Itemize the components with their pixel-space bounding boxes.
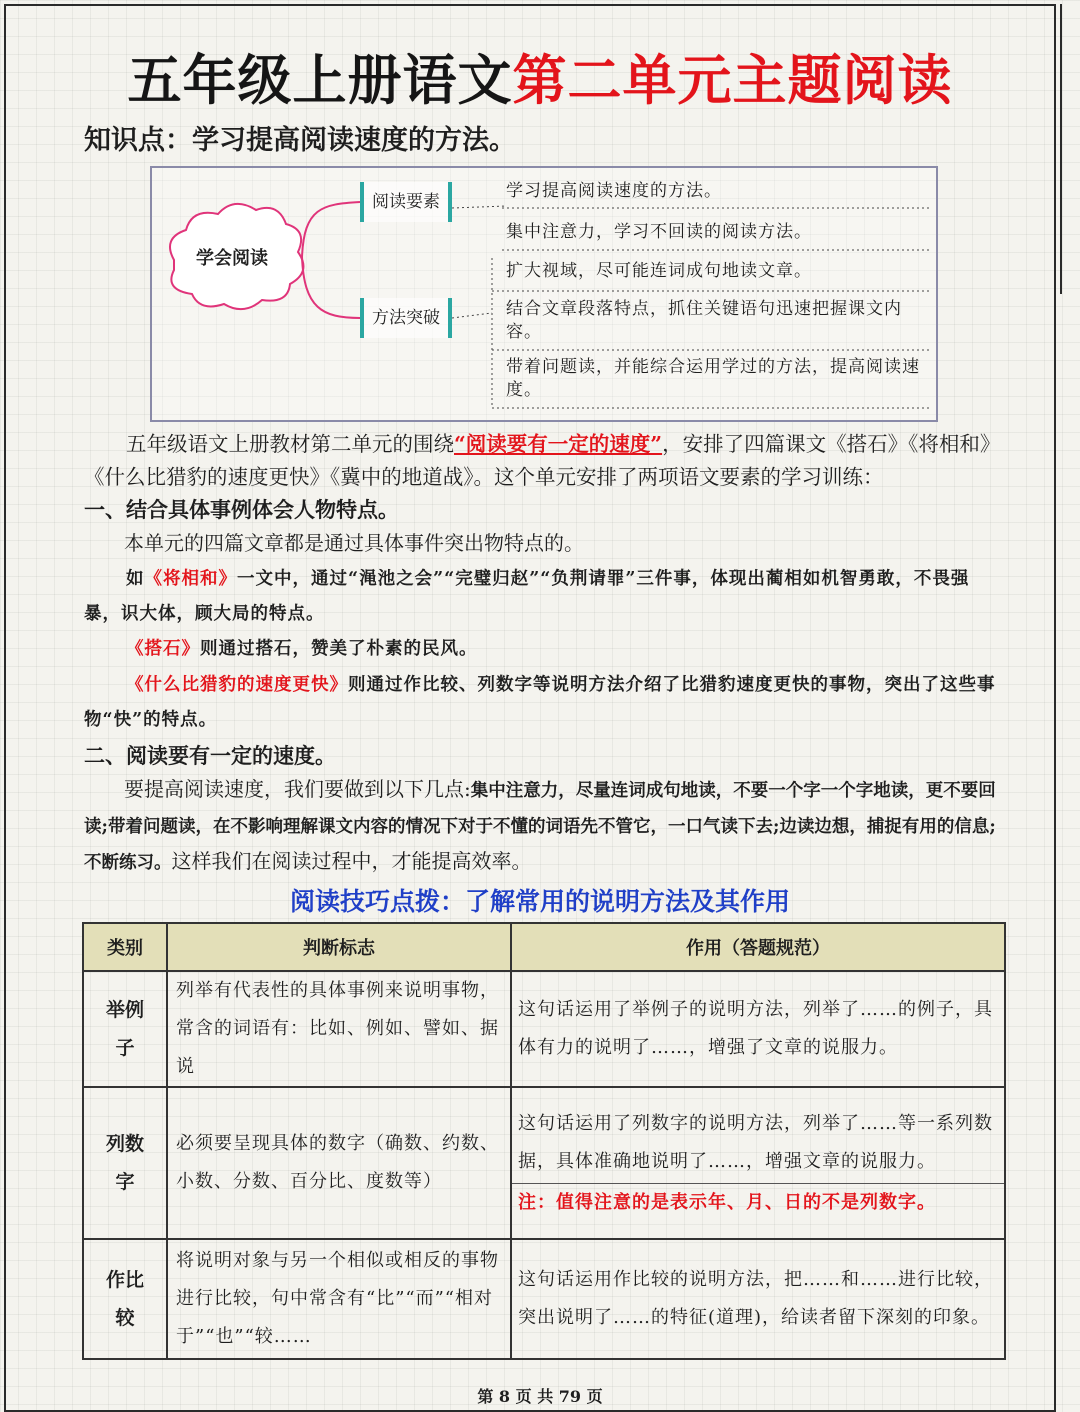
row-effect-text: 这句话运用作比较的说明方法，把……和……进行比较，突出说明了……的特征(道理)，给读者留下深刻的印象。: [518, 1269, 993, 1328]
row-effect-text: 这句话运用了列数字的说明方法，列举了……等一系列数据，具体准确地说明了……，增强文章的说服力。: [518, 1112, 993, 1172]
p3-rest: 则通过作比较、列数字等说明方法介绍了比猎豹速度更快的事物，突出了这些事物“快”的特点。: [84, 675, 996, 730]
table-row: [83, 971, 1005, 1087]
p1-title: 《将相和》: [144, 569, 237, 589]
table-header-row: [83, 923, 1005, 971]
header-criteria: 判断标志: [167, 923, 511, 971]
branch-reading-elements: 阅读要素: [360, 182, 452, 222]
leaf-item: 结合文章段落特点，抓住关键语句迅速把握课文内容。: [506, 299, 902, 342]
row-effect-text: 这句话运用了举例子的说明方法，列举了……的例子，具体有力的说明了……，增强了文章的说服力。: [518, 999, 993, 1058]
table-row: [83, 1239, 1005, 1359]
row-effect: [511, 971, 1005, 1087]
section-1-paragraph-2: [84, 632, 1004, 667]
mind-map-center: 学会阅读: [196, 248, 268, 269]
intro-part1: 五年级语文上册教材第二单元的围绕: [126, 432, 454, 456]
connector-lower: [302, 257, 360, 318]
p2-title: 《搭石》: [126, 639, 200, 659]
header-category: 类别: [83, 923, 167, 971]
knowledge-point-heading: 知识点：学习提高阅读速度的方法。: [84, 125, 516, 156]
page-title: [0, 38, 1080, 115]
leaf-item: 扩大视域，尽可能连词成句地读文章。: [506, 261, 812, 281]
p1-prefix: 如: [126, 569, 145, 589]
section-2-points: 集中注意力，尽量连词成句地读，不要一个字一个字地读，更不要回读;带着问题读，在不影响理解课文内容的情况下对于不懂的词语先不管它，一口气读下去;边读边想，捕捉有用的信息;不断练习。: [84, 781, 996, 873]
connector-upper: [302, 202, 360, 257]
section-1-text: 本单元的四篇文章都是通过具体事件突出物特点的。: [124, 531, 584, 555]
section-1-paragraph-3: [84, 668, 1004, 738]
row-effect-note: 注：值得注意的是表示年、月、日的不是列数字。: [512, 1183, 1004, 1222]
intro-part2: ，安排了四篇课文《搭石》《将相和》《什么比猎豹的速度更快》《冀中的地道战》。这个单元安排了两项语文要素的学习训练：: [84, 432, 991, 489]
title-red-part: 第二单元主题阅读: [512, 49, 953, 112]
page-footer: 第 8 页 共 79 页: [477, 1387, 603, 1406]
section-2-lead: 要提高阅读速度，我们要做到以下几点:: [124, 777, 471, 801]
title-black-part: 五年级上册语文: [127, 49, 513, 112]
row-criteria: 列举有代表性的具体事例来说明事物，常含的词语有：比如、例如、譬如、据说: [167, 971, 511, 1087]
row-effect: [511, 1239, 1005, 1359]
row-effect: [511, 1087, 1005, 1239]
row-category: 列数字: [83, 1087, 167, 1239]
row-category: 作比较: [83, 1239, 167, 1359]
row-criteria: 必须要呈现具体的数字（确数、约数、小数、分数、百分比、度数等）: [167, 1087, 511, 1239]
table-row: [83, 1087, 1005, 1239]
row-criteria: 将说明对象与另一个相似或相反的事物进行比较，句中常含有“比”“而”“相对于”“也”“较……: [167, 1239, 511, 1359]
section-2-heading: 二、阅读要有一定的速度。: [84, 743, 336, 768]
branch-method-breakthrough: 方法突破: [360, 298, 452, 338]
section-2-paragraph: [84, 772, 1004, 880]
dotted-upper-link: [452, 206, 506, 208]
section-1-paragraph-1: [84, 562, 1004, 632]
leaf-item: 集中注意力，学习不回读的阅读方法。: [506, 222, 812, 242]
leaf-item: 带着问题读，并能综合运用学过的方法，提高阅读速度。: [506, 357, 920, 400]
section-1-heading: 一、结合具体事例体会人物特点。: [84, 497, 399, 522]
tips-heading: 阅读技巧点拨：了解常用的说明方法及其作用: [289, 887, 790, 916]
p1-rest: 一文中，通过“渑池之会”“完璧归赵”“负荆请罪”三件事，体现出蔺相如机智勇敢，不畏强暴，识大体，顾大局的特点。: [84, 569, 970, 624]
explanation-methods-table: [82, 922, 1006, 1360]
p3-title: 《什么比猎豹的速度更快》: [126, 675, 348, 695]
p2-rest: 则通过搭石，赞美了朴素的民风。: [200, 639, 478, 659]
intro-paragraph: [84, 428, 996, 494]
header-effect: 作用（答题规范）: [511, 923, 1005, 971]
mind-map: [150, 166, 938, 422]
intro-highlight: “阅读要有一定的速度”: [454, 432, 663, 456]
row-category: 举例子: [83, 971, 167, 1087]
leaf-item: 学习提高阅读速度的方法。: [506, 181, 722, 201]
section-2-tail: 这样我们在阅读过程中，才能提高效率。: [171, 849, 532, 873]
dotted-lower-link: [452, 313, 492, 318]
